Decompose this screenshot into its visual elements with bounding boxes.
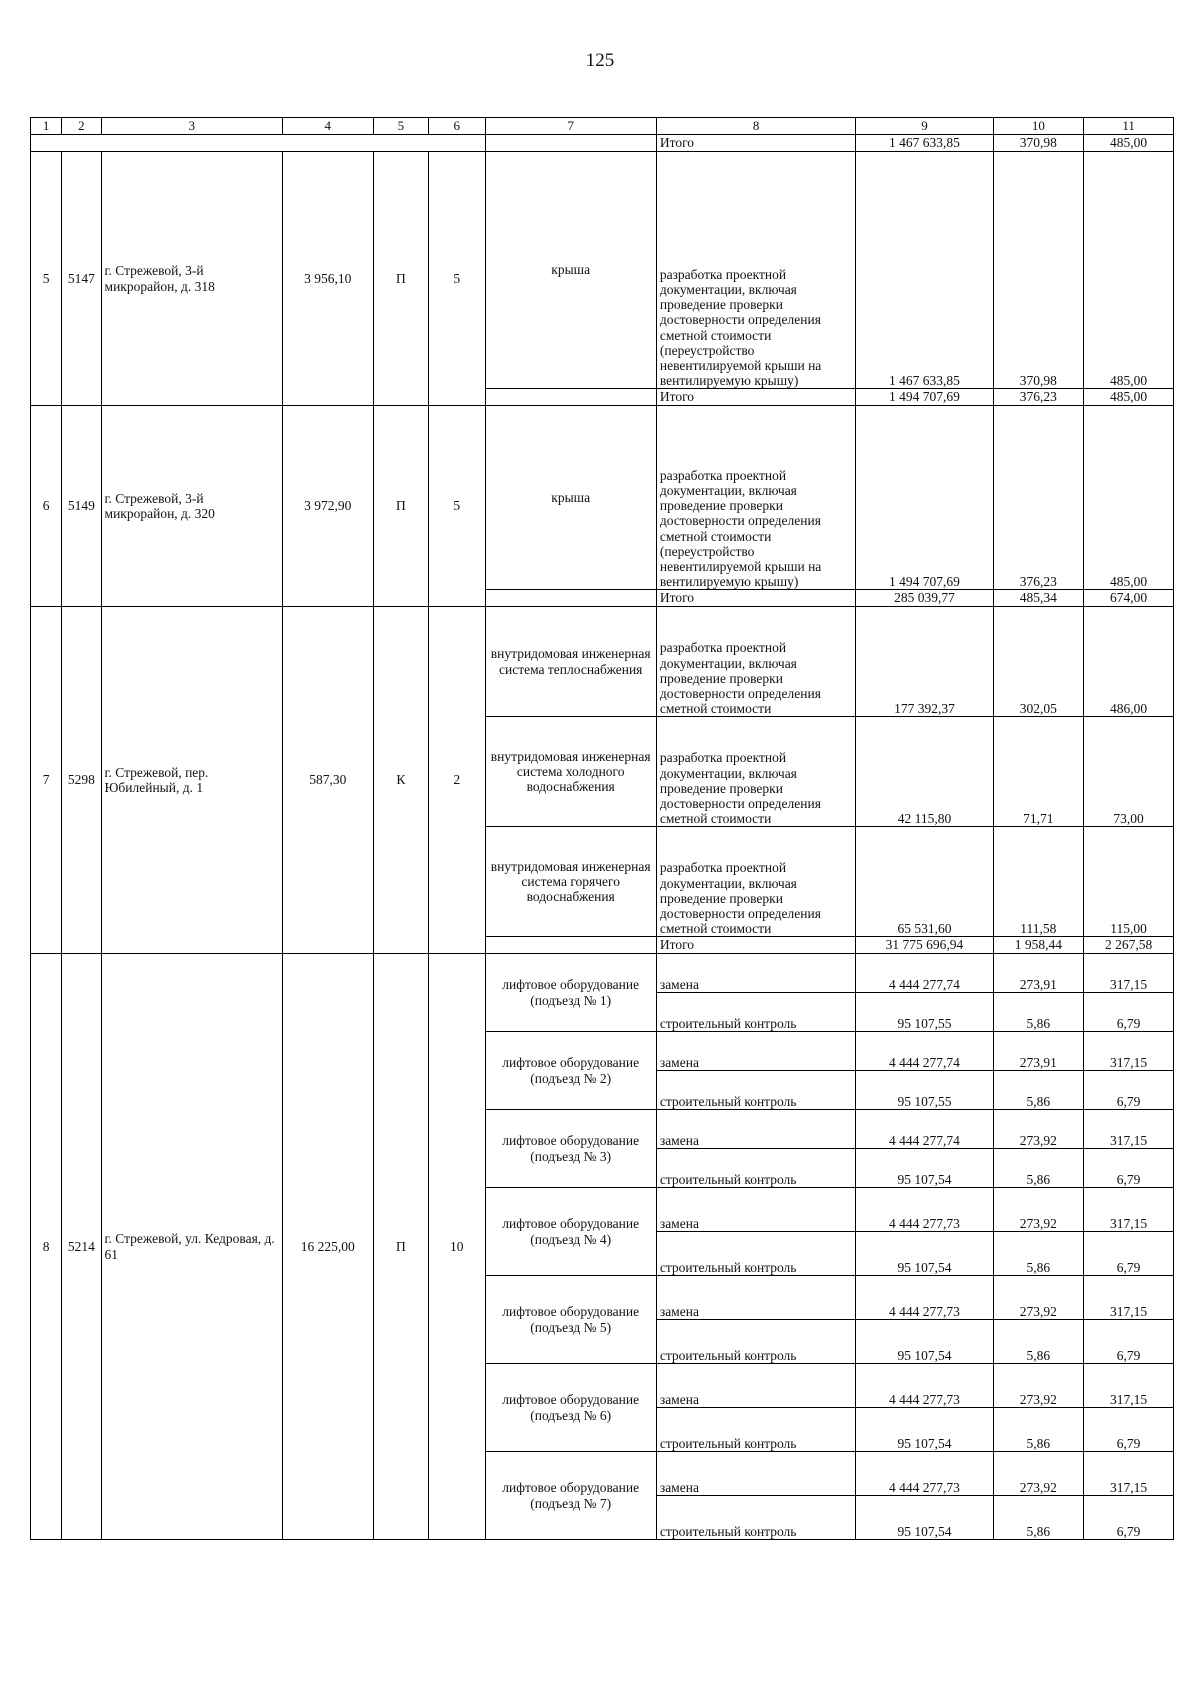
total-cost: 31 775 696,94 xyxy=(856,937,993,954)
cost-per-m2: 5,86 xyxy=(993,1408,1084,1452)
total-cost: 285 039,77 xyxy=(856,590,993,607)
limit: 6,79 xyxy=(1084,1232,1174,1276)
cost-per-m2: 71,71 xyxy=(993,717,1084,827)
limit: 6,79 xyxy=(1084,1149,1174,1188)
work-type: строительный контроль xyxy=(656,1496,856,1540)
total-cost: 1 494 707,69 xyxy=(856,389,993,406)
house-area: 3 972,90 xyxy=(282,406,373,607)
limit: 485,00 xyxy=(1084,152,1174,389)
work-type: замена xyxy=(656,954,856,993)
cost-per-m2: 273,91 xyxy=(993,1032,1084,1071)
house-address: г. Стрежевой, ул. Кедровая, д. 61 xyxy=(101,954,282,1540)
cost: 4 444 277,73 xyxy=(856,1364,993,1408)
cost-per-m2: 302,05 xyxy=(993,607,1084,717)
limit: 317,15 xyxy=(1084,1188,1174,1232)
blank-cell xyxy=(485,937,656,954)
col-header: 3 xyxy=(101,118,282,135)
limit: 115,00 xyxy=(1084,827,1174,937)
cost: 65 531,60 xyxy=(856,827,993,937)
limit: 6,79 xyxy=(1084,1408,1174,1452)
total-label: Итого xyxy=(656,389,856,406)
element-name: внутридомовая инженерная система теплоснабжения xyxy=(485,607,656,717)
work-type: замена xyxy=(656,1032,856,1071)
total-limit: 674,00 xyxy=(1084,590,1174,607)
cost: 4 444 277,73 xyxy=(856,1276,993,1320)
floors: 5 xyxy=(429,406,485,607)
element-name: лифтовое оборудование (подъезд № 3) xyxy=(485,1110,656,1188)
cost: 95 107,54 xyxy=(856,1232,993,1276)
total-cost-per-m2: 370,98 xyxy=(993,135,1084,152)
blank-cell xyxy=(31,135,486,152)
total-limit: 2 267,58 xyxy=(1084,937,1174,954)
page-number: 125 xyxy=(585,50,615,71)
work-type: строительный контроль xyxy=(656,1232,856,1276)
col-header: 4 xyxy=(282,118,373,135)
house-area: 587,30 xyxy=(282,607,373,954)
cost: 95 107,54 xyxy=(856,1496,993,1540)
cost: 4 444 277,73 xyxy=(856,1188,993,1232)
cost-per-m2: 5,86 xyxy=(993,1496,1084,1540)
cost: 4 444 277,74 xyxy=(856,954,993,993)
cost: 95 107,55 xyxy=(856,1071,993,1110)
wall-material: П xyxy=(373,152,428,406)
total-label: Итого xyxy=(656,590,856,607)
limit: 6,79 xyxy=(1084,1071,1174,1110)
element-name: лифтовое оборудование (подъезд № 2) xyxy=(485,1032,656,1110)
house-address: г. Стрежевой, пер. Юбилейный, д. 1 xyxy=(101,607,282,954)
wall-material: К xyxy=(373,607,428,954)
limit: 317,15 xyxy=(1084,1364,1174,1408)
house-id: 5298 xyxy=(62,607,101,954)
cost-per-m2: 273,92 xyxy=(993,1364,1084,1408)
row-number: 5 xyxy=(31,152,62,406)
blank-cell xyxy=(485,590,656,607)
cost-per-m2: 111,58 xyxy=(993,827,1084,937)
work-type: разработка проектной документации, включая проведение проверки достоверности определения сметной стоимости xyxy=(656,607,856,717)
table-row xyxy=(31,406,1174,590)
cost-per-m2: 5,86 xyxy=(993,1149,1084,1188)
floors: 2 xyxy=(429,607,485,954)
cost-per-m2: 273,92 xyxy=(993,1276,1084,1320)
cost: 95 107,54 xyxy=(856,1149,993,1188)
house-id: 5149 xyxy=(62,406,101,607)
limit: 485,00 xyxy=(1084,406,1174,590)
col-header: 8 xyxy=(656,118,856,135)
cost-per-m2: 370,98 xyxy=(993,152,1084,389)
cost-per-m2: 273,91 xyxy=(993,954,1084,993)
limit: 73,00 xyxy=(1084,717,1174,827)
total-cost-per-m2: 1 958,44 xyxy=(993,937,1084,954)
total-row xyxy=(31,135,1174,152)
col-header: 10 xyxy=(993,118,1084,135)
row-number: 6 xyxy=(31,406,62,607)
header-row xyxy=(31,118,1174,135)
wall-material: П xyxy=(373,406,428,607)
floors: 10 xyxy=(429,954,485,1540)
cost: 95 107,54 xyxy=(856,1408,993,1452)
wall-material: П xyxy=(373,954,428,1540)
work-type: замена xyxy=(656,1110,856,1149)
cost: 4 444 277,74 xyxy=(856,1110,993,1149)
element-name: крыша xyxy=(485,152,656,389)
col-header: 11 xyxy=(1084,118,1174,135)
cost-per-m2: 273,92 xyxy=(993,1110,1084,1149)
work-type: строительный контроль xyxy=(656,993,856,1032)
house-id: 5214 xyxy=(62,954,101,1540)
limit: 486,00 xyxy=(1084,607,1174,717)
row-number: 8 xyxy=(31,954,62,1540)
element-name: внутридомовая инженерная система горячего водоснабжения xyxy=(485,827,656,937)
cost-per-m2: 5,86 xyxy=(993,1071,1084,1110)
cost-per-m2: 5,86 xyxy=(993,1320,1084,1364)
house-address: г. Стрежевой, 3-й микрорайон, д. 320 xyxy=(101,406,282,607)
work-type: строительный контроль xyxy=(656,1071,856,1110)
cost: 95 107,54 xyxy=(856,1320,993,1364)
work-type: замена xyxy=(656,1188,856,1232)
total-limit: 485,00 xyxy=(1084,135,1174,152)
limit: 317,15 xyxy=(1084,1032,1174,1071)
element-name: лифтовое оборудование (подъезд № 5) xyxy=(485,1276,656,1364)
cost: 95 107,55 xyxy=(856,993,993,1032)
cost: 1 494 707,69 xyxy=(856,406,993,590)
col-header: 6 xyxy=(429,118,485,135)
col-header: 1 xyxy=(31,118,62,135)
col-header: 7 xyxy=(485,118,656,135)
blank-cell xyxy=(485,389,656,406)
total-cost: 1 467 633,85 xyxy=(856,135,993,152)
element-name: лифтовое оборудование (подъезд № 1) xyxy=(485,954,656,1032)
element-name: лифтовое оборудование (подъезд № 4) xyxy=(485,1188,656,1276)
repair-schedule-table xyxy=(30,117,1174,1540)
col-header: 5 xyxy=(373,118,428,135)
house-id: 5147 xyxy=(62,152,101,406)
limit: 6,79 xyxy=(1084,1320,1174,1364)
cost: 4 444 277,73 xyxy=(856,1452,993,1496)
house-address: г. Стрежевой, 3-й микрорайон, д. 318 xyxy=(101,152,282,406)
work-type: разработка проектной документации, включая проведение проверки достоверности определения сметной стоимости (переустройство невентилируемой крыши на вентилируемую крышу) xyxy=(656,406,856,590)
limit: 317,15 xyxy=(1084,1452,1174,1496)
work-type: замена xyxy=(656,1276,856,1320)
total-label: Итого xyxy=(656,135,856,152)
element-name: крыша xyxy=(485,406,656,590)
cost-per-m2: 5,86 xyxy=(993,993,1084,1032)
table-row xyxy=(31,607,1174,717)
house-area: 3 956,10 xyxy=(282,152,373,406)
work-type: разработка проектной документации, включая проведение проверки достоверности определения сметной стоимости xyxy=(656,717,856,827)
total-limit: 485,00 xyxy=(1084,389,1174,406)
table-row xyxy=(31,954,1174,993)
col-header: 2 xyxy=(62,118,101,135)
total-label: Итого xyxy=(656,937,856,954)
cost: 42 115,80 xyxy=(856,717,993,827)
table-row xyxy=(31,152,1174,389)
blank-cell xyxy=(485,135,656,152)
work-type: разработка проектной документации, включая проведение проверки достоверности определения сметной стоимости (переустройство невентилируемой крыши на вентилируемую крышу) xyxy=(656,152,856,389)
limit: 317,15 xyxy=(1084,1110,1174,1149)
work-type: разработка проектной документации, включая проведение проверки достоверности определения сметной стоимости xyxy=(656,827,856,937)
row-number: 7 xyxy=(31,607,62,954)
element-name: внутридомовая инженерная система холодного водоснабжения xyxy=(485,717,656,827)
cost: 4 444 277,74 xyxy=(856,1032,993,1071)
cost: 1 467 633,85 xyxy=(856,152,993,389)
cost-per-m2: 5,86 xyxy=(993,1232,1084,1276)
cost-per-m2: 273,92 xyxy=(993,1188,1084,1232)
work-type: строительный контроль xyxy=(656,1320,856,1364)
total-cost-per-m2: 376,23 xyxy=(993,389,1084,406)
floors: 5 xyxy=(429,152,485,406)
element-name: лифтовое оборудование (подъезд № 6) xyxy=(485,1364,656,1452)
cost-per-m2: 273,92 xyxy=(993,1452,1084,1496)
col-header: 9 xyxy=(856,118,993,135)
work-type: строительный контроль xyxy=(656,1408,856,1452)
cost-per-m2: 376,23 xyxy=(993,406,1084,590)
work-type: замена xyxy=(656,1364,856,1408)
house-area: 16 225,00 xyxy=(282,954,373,1540)
work-type: замена xyxy=(656,1452,856,1496)
limit: 317,15 xyxy=(1084,1276,1174,1320)
cost: 177 392,37 xyxy=(856,607,993,717)
total-cost-per-m2: 485,34 xyxy=(993,590,1084,607)
limit: 317,15 xyxy=(1084,954,1174,993)
work-type: строительный контроль xyxy=(656,1149,856,1188)
element-name: лифтовое оборудование (подъезд № 7) xyxy=(485,1452,656,1540)
limit: 6,79 xyxy=(1084,1496,1174,1540)
limit: 6,79 xyxy=(1084,993,1174,1032)
